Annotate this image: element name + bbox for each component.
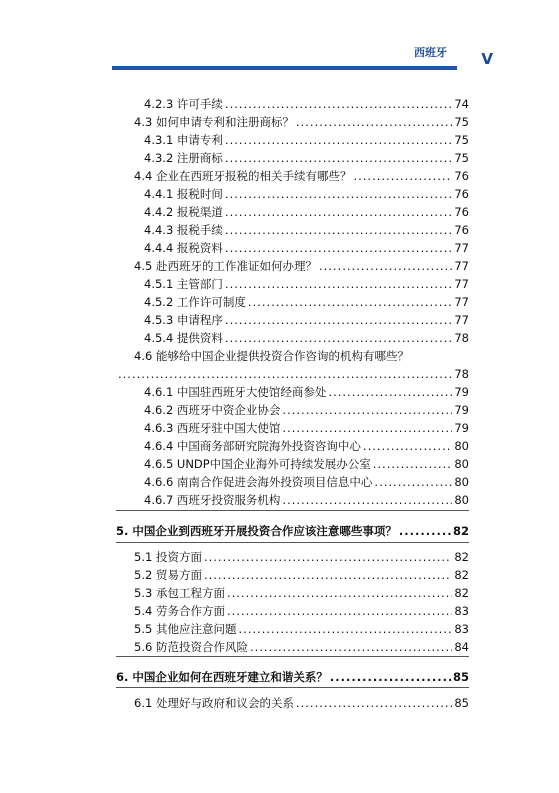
toc-entry[interactable] bbox=[116, 347, 469, 365]
toc-entry[interactable] bbox=[116, 491, 469, 509]
section-rule-6-sub bbox=[116, 687, 469, 688]
toc-leader-dots bbox=[227, 584, 452, 602]
toc-entry-page: 84 bbox=[454, 640, 469, 654]
toc-leader-dots bbox=[204, 548, 452, 566]
toc-entry-page: 77 bbox=[454, 277, 469, 291]
section-rule-5-sub bbox=[116, 542, 469, 543]
toc-entry-title: 4.6.4 中国商务部研究院海外投资咨询中心 bbox=[144, 439, 361, 453]
toc-entry-title: 4.5.3 申请程序 bbox=[144, 313, 223, 327]
toc-entry-title: 6. 中国企业如何在西班牙建立和谐关系？ bbox=[116, 670, 328, 684]
toc-entry-title: 4.6.5 UNDP中国企业海外可持续发展办公室 bbox=[144, 457, 371, 471]
toc-entry[interactable] bbox=[116, 638, 469, 656]
toc-entry[interactable] bbox=[116, 329, 469, 347]
toc-leader-dots bbox=[353, 167, 452, 185]
toc-leader-dots bbox=[225, 185, 452, 203]
toc-entry-title: 5.2 贸易方面 bbox=[134, 568, 202, 582]
toc-entry-title: 5.6 防范投资合作风险 bbox=[134, 640, 248, 654]
toc-entry[interactable] bbox=[116, 149, 469, 167]
toc-entry-title: 4.6.2 西班牙中资企业协会 bbox=[144, 403, 281, 417]
toc-leader-dots bbox=[225, 95, 452, 113]
toc-entry-title: 4.3.2 注册商标 bbox=[144, 151, 223, 165]
toc-entry-title: 4.4.3 报税手续 bbox=[144, 223, 223, 237]
page-number-roman: V bbox=[481, 50, 493, 68]
toc-entry[interactable] bbox=[116, 401, 469, 419]
toc-entry-page: 85 bbox=[454, 696, 469, 710]
toc-entry-title: 4.4.1 报税时间 bbox=[144, 187, 223, 201]
toc-entry[interactable] bbox=[116, 473, 469, 491]
toc-entry-page: 74 bbox=[454, 97, 469, 111]
toc-entry-title: 4.5.2 工作许可制度 bbox=[144, 295, 246, 309]
toc-entry-title: 5.4 劳务合作方面 bbox=[134, 604, 225, 618]
toc-entry[interactable] bbox=[116, 620, 469, 638]
toc-entry[interactable] bbox=[116, 584, 469, 602]
toc-entry-page: 76 bbox=[454, 205, 469, 219]
toc-entry-page: 76 bbox=[454, 187, 469, 201]
toc-leader-dots bbox=[225, 275, 452, 293]
toc-entry-title: 4.2.3 许可手续 bbox=[144, 97, 223, 111]
toc-entry-title: 4.6.7 西班牙投资服务机构 bbox=[144, 493, 281, 507]
toc-entry-page: 78 bbox=[454, 331, 469, 345]
toc-entry-title: 4.3.1 申请专利 bbox=[144, 133, 223, 147]
toc-entry-title: 4.5.1 主管部门 bbox=[144, 277, 223, 291]
toc-leader-dots bbox=[328, 383, 452, 401]
toc-entry-title: 5. 中国企业到西班牙开展投资合作应该注意哪些事项？ bbox=[116, 524, 397, 538]
toc-entry-page: 83 bbox=[454, 622, 469, 636]
toc-entry-title: 4.4.4 报税资料 bbox=[144, 241, 223, 255]
toc-entry-page: 80 bbox=[454, 493, 469, 507]
toc-entry[interactable] bbox=[116, 455, 469, 473]
toc-entry-page: 80 bbox=[454, 475, 469, 489]
running-header-title: 西班牙 bbox=[414, 46, 447, 59]
toc-entry-title: 4.6.3 西班牙驻中国大使馆 bbox=[144, 421, 281, 435]
toc-leader-dots bbox=[282, 491, 452, 509]
toc-leader-dots bbox=[225, 131, 452, 149]
toc-entry[interactable] bbox=[116, 275, 469, 293]
toc-entry-title: 4.6.6 南南合作促进会海外投资项目信息中心 bbox=[144, 475, 373, 489]
toc-leader-dots bbox=[225, 221, 452, 239]
toc-leader-dots bbox=[225, 311, 452, 329]
toc-entry-title: 4.4 企业在西班牙报税的相关手续有哪些？ bbox=[134, 169, 352, 183]
toc-leader-dots bbox=[250, 638, 452, 656]
toc-entry-page: 77 bbox=[454, 259, 469, 273]
toc-entry[interactable] bbox=[116, 113, 469, 131]
toc-leader-dots bbox=[225, 149, 452, 167]
toc-leader-dots bbox=[363, 437, 452, 455]
toc-entry[interactable] bbox=[116, 566, 469, 584]
toc-entry-page: 76 bbox=[454, 169, 469, 183]
section-rule-6 bbox=[116, 656, 469, 657]
toc-entry[interactable] bbox=[116, 365, 469, 383]
toc-entry-title: 4.6 能够给中国企业提供投资合作咨询的机构有哪些？ bbox=[134, 349, 409, 363]
toc-entry[interactable] bbox=[116, 419, 469, 437]
toc-entry-page: 82 bbox=[452, 524, 469, 538]
toc-entry-page: 79 bbox=[454, 421, 469, 435]
toc-entry-page: 82 bbox=[454, 586, 469, 600]
toc-entry-title: 4.5 赴西班牙的工作准证如何办理？ bbox=[134, 259, 317, 273]
toc-entry-page: 79 bbox=[454, 403, 469, 417]
toc-leader-dots bbox=[373, 455, 453, 473]
toc-leader-dots bbox=[225, 239, 452, 257]
toc-leader-dots bbox=[238, 620, 452, 638]
toc-entry[interactable] bbox=[116, 239, 469, 257]
toc-entry[interactable] bbox=[116, 185, 469, 203]
toc-entry-title: 4.5.4 提供资料 bbox=[144, 331, 223, 345]
toc-entry-page: 79 bbox=[454, 385, 469, 399]
toc-entry-page: 85 bbox=[452, 670, 469, 684]
toc-leader-dots bbox=[296, 694, 452, 712]
toc-entry[interactable] bbox=[116, 167, 469, 185]
toc-entry-page: 75 bbox=[454, 133, 469, 147]
toc-leader-dots bbox=[204, 566, 452, 584]
toc-entry[interactable] bbox=[116, 668, 469, 686]
toc-entry-page: 77 bbox=[454, 295, 469, 309]
section-rule-5 bbox=[116, 510, 469, 511]
toc-leader-dots bbox=[225, 329, 452, 347]
toc-entry-page: 82 bbox=[454, 550, 469, 564]
toc-entry-title: 5.3 承包工程方面 bbox=[134, 586, 225, 600]
toc-entry[interactable] bbox=[116, 694, 469, 712]
toc-leader-dots bbox=[225, 203, 452, 221]
toc-entry-page: 75 bbox=[454, 115, 469, 129]
toc-entry[interactable] bbox=[116, 221, 469, 239]
toc-leader-dots bbox=[374, 473, 452, 491]
toc-leader-dots bbox=[227, 602, 452, 620]
toc-entry[interactable] bbox=[116, 257, 469, 275]
toc-entry-page: 75 bbox=[454, 151, 469, 165]
toc-entry[interactable] bbox=[116, 293, 469, 311]
toc-entry-page: 80 bbox=[454, 457, 469, 471]
toc-entry[interactable] bbox=[116, 311, 469, 329]
toc-leader-dots bbox=[296, 113, 452, 131]
toc-leader-dots bbox=[330, 668, 451, 686]
toc-entry[interactable] bbox=[116, 131, 469, 149]
toc-leader-dots bbox=[399, 522, 451, 540]
toc-entry-page: 77 bbox=[454, 241, 469, 255]
toc-entry[interactable] bbox=[116, 437, 469, 455]
toc-entry[interactable] bbox=[116, 383, 469, 401]
toc-entry-page: 78 bbox=[454, 367, 469, 381]
toc-entry[interactable] bbox=[116, 602, 469, 620]
toc-leader-dots bbox=[282, 401, 452, 419]
toc-entry[interactable] bbox=[116, 522, 469, 540]
toc-entry-title: 6.1 处理好与政府和议会的关系 bbox=[134, 696, 294, 710]
toc-entry-title: 4.3 如何申请专利和注册商标？ bbox=[134, 115, 294, 129]
toc-entry[interactable] bbox=[116, 95, 469, 113]
toc-entry[interactable] bbox=[116, 548, 469, 566]
toc-entry-page: 82 bbox=[454, 568, 469, 582]
toc-entry-page: 83 bbox=[454, 604, 469, 618]
toc-entry-title: 5.5 其他应注意问题 bbox=[134, 622, 237, 636]
toc-entry-page: 80 bbox=[454, 439, 469, 453]
toc-leader-dots bbox=[248, 293, 452, 311]
toc-leader-dots bbox=[118, 365, 452, 383]
toc-entry-title: 4.4.2 报税渠道 bbox=[144, 205, 223, 219]
toc-entry-title: 4.6.1 中国驻西班牙大使馆经商参处 bbox=[144, 385, 327, 399]
toc-entry-title: 5.1 投资方面 bbox=[134, 550, 202, 564]
toc-entry-page: 77 bbox=[454, 313, 469, 327]
toc-entry[interactable] bbox=[116, 203, 469, 221]
toc-leader-dots bbox=[282, 419, 452, 437]
header-rule bbox=[112, 66, 457, 70]
toc-leader-dots bbox=[319, 257, 452, 275]
toc-entry-page: 76 bbox=[454, 223, 469, 237]
